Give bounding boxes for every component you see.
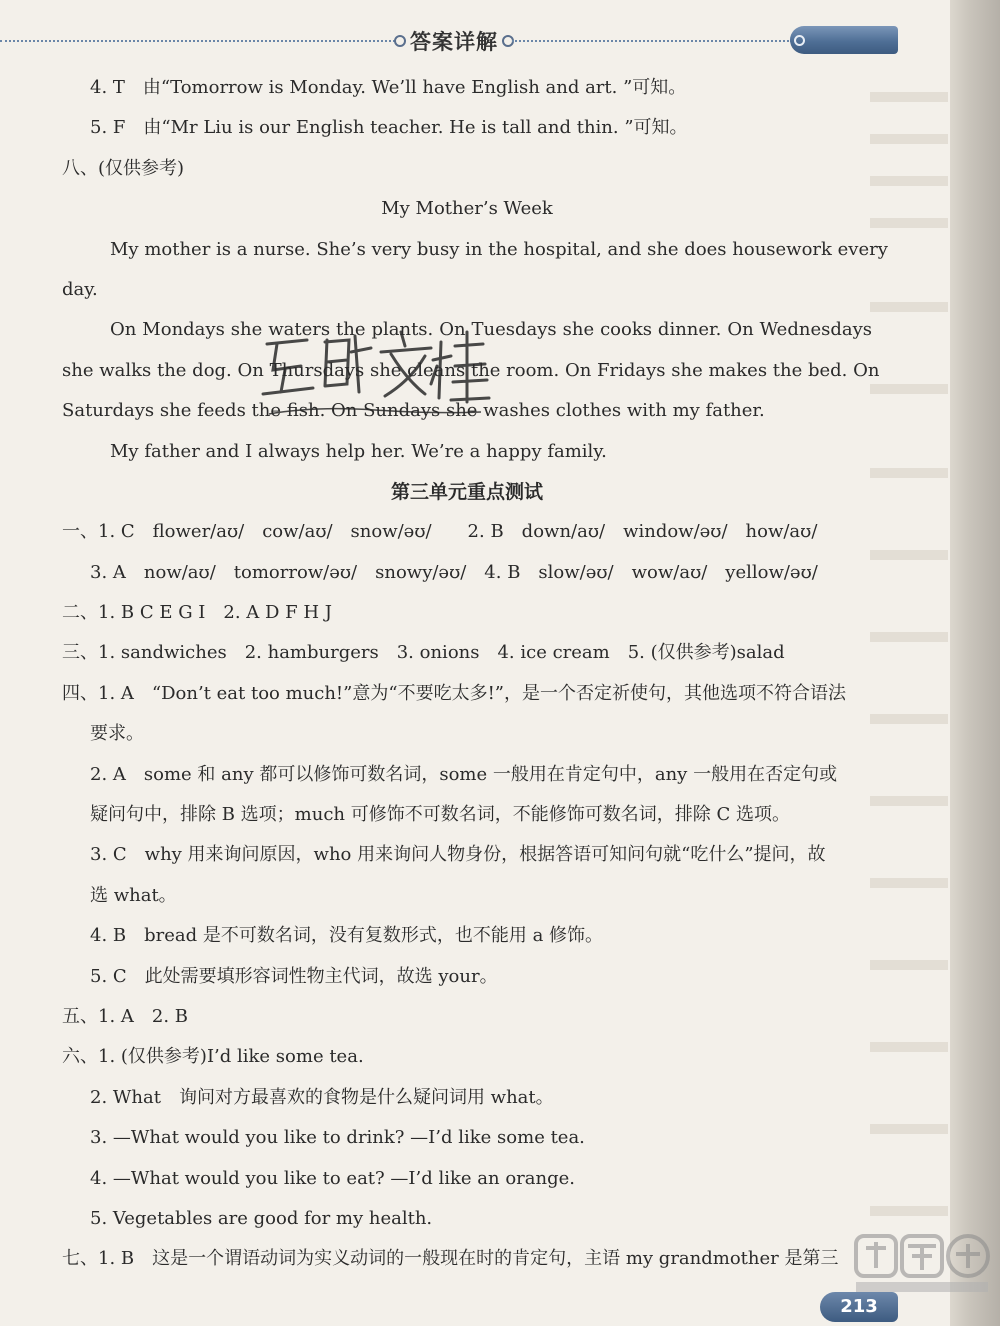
header-rule-left [0, 40, 395, 42]
text-line: 要求。 [90, 723, 144, 745]
text-line: On Mondays she waters the plants. On Tuesdays she cooks dinner. On Wednesdays [110, 319, 872, 341]
corner-watermark-logo [852, 1232, 992, 1294]
text-line: 一、1. C flower/aʊ/ cow/aʊ/ snow/əʊ/ 2. B down/aʊ/ window/əʊ/ how/aʊ/ [62, 521, 818, 543]
page-edge [950, 0, 1000, 1326]
text-line: 五、1. A 2. B [62, 1005, 189, 1027]
text-line: 3. C why 用来询问原因，who 用来询问人物身份，根据答语可知问句就“吃什么”提问，故 [90, 844, 826, 866]
text-line: 八、(仅供参考) [62, 157, 185, 179]
page-number-badge: 213 [820, 1292, 898, 1322]
text-line: 二、1. B C E G I 2. A D F H J [62, 602, 333, 624]
header-tab [790, 26, 898, 54]
text-line: she walks the dog. On Thursdays she cleans the room. On Fridays she makes the bed. On [62, 359, 880, 381]
header-dot-left [394, 35, 406, 47]
text-line: 选 what。 [90, 884, 177, 906]
text-line: 4. B bread 是不可数名词，没有复数形式，也不能用 a 修饰。 [90, 925, 604, 947]
text-line: 5. Vegetables are good for my health. [90, 1207, 433, 1229]
text-line: 三、1. sandwiches 2. hamburgers 3. onions 4. ice cream 5. (仅供参考)salad [62, 642, 785, 664]
text-line: My Mother’s Week [381, 198, 553, 220]
text-line: 四、1. A “Don’t eat too much!”意为“不要吃太多!”，是一个否定祈使句，其他选项不符合语法 [62, 682, 847, 704]
header-rule-right [512, 40, 792, 42]
text-line: day. [62, 278, 98, 300]
text-line: 2. What 询问对方最喜欢的食物是什么疑问词用 what。 [90, 1086, 554, 1108]
header-title: 答案详解 [410, 30, 498, 54]
text-line: 七、1. B 这是一个谓语动词为实义动词的一般现在时的肯定句，主语 my grandmother 是第三 [62, 1248, 839, 1270]
page-header [0, 22, 950, 62]
handwritten-watermark [255, 322, 495, 432]
text-line: 3. —What would you like to drink? —I’d like some tea. [90, 1127, 585, 1149]
answer-content [62, 68, 888, 1280]
text-line: 疑问句中，排除 B 选项；much 可修饰不可数名词，不能修饰可数名词，排除 C 选项。 [90, 804, 790, 826]
text-line: 5. F 由“Mr Liu is our English teacher. He is tall and thin. ”可知。 [90, 117, 688, 139]
text-line: 六、1. (仅供参考)I’d like some tea. [62, 1046, 364, 1068]
text-line: 4. —What would you like to eat? —I’d like an orange. [90, 1167, 575, 1189]
text-line: 4. T 由“Tomorrow is Monday. We’ll have English and art. ”可知。 [90, 77, 687, 98]
text-line: My father and I always help her. We’re a happy family. [110, 440, 607, 462]
text-line: 第三单元重点测试 [390, 480, 543, 503]
text-line: 3. A now/aʊ/ tomorrow/əʊ/ snowy/əʊ/ 4. B slow/əʊ/ wow/aʊ/ yellow/əʊ/ [90, 561, 818, 583]
text-line: My mother is a nurse. She’s very busy in the hospital, and she does housework every [110, 238, 888, 260]
text-line: 5. C 此处需要填形容词性物主代词，故选 your。 [90, 965, 498, 987]
text-line: Saturdays she feeds the fish. On Sundays she washes clothes with my father. [62, 400, 765, 422]
text-line: 2. A some 和 any 都可以修饰可数名词，some 一般用在肯定句中，any 一般用在否定句或 [90, 763, 838, 785]
